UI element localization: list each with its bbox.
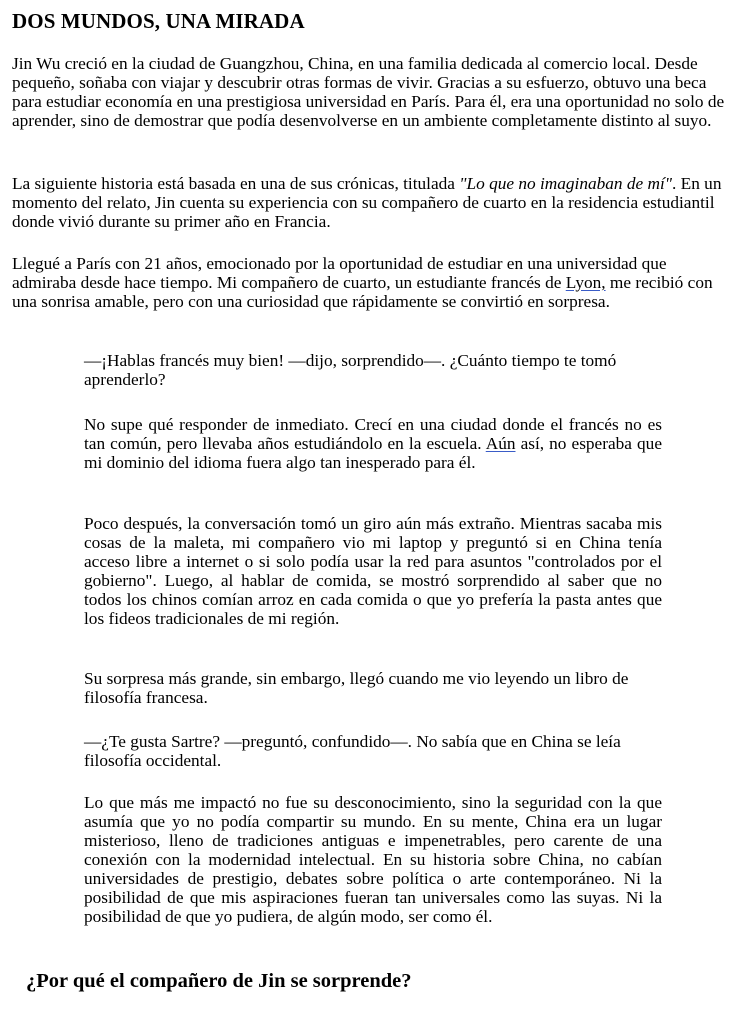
quote-paragraph-6: Lo que más me impactó no fue su desconocimiento, sino la seguridad con la que asumía que yo no podía compartir su mundo. En su mente, China era un lugar misterioso, lleno de tradiciones antiguas e impenetrables, pero carente de una conexión con la modernidad intelectual. En su historia sobre China, no cabían universidades de prestigio, debates sobre política o arte contemporáneo. Ni la posibilidad de que mis aspiraciones fueran tan universales como las suyas. Ni la posibilidad de que yo pudiera, de algún modo, ser como él. xyxy=(84,793,662,926)
intro-3-text-end: me recibió con una sonrisa amable, pero con una curiosidad que rápidamente se convirtió en sorpresa. xyxy=(12,273,713,311)
intro-3-text-start: Llegué a París con 21 años, emocionado por la oportunidad de estudiar en una universidad que admiraba desde hace tiempo. Mi compañero de cuarto, un estudiante francés de xyxy=(12,254,667,292)
page-title: DOS MUNDOS, UNA MIRADA xyxy=(12,9,305,33)
spellcheck-underlined-word: Aún xyxy=(485,434,516,453)
intro-paragraph-1: Jin Wu creció en la ciudad de Guangzhou, China, en una familia dedicada al comercio local. Desde pequeño, soñaba con viajar y descubrir otras formas de vivir. Gracias a su esfuerzo, obtuvo una beca para estudiar economía en una prestigiosa universidad en París. Para él, era una oportunidad no solo de aprender, sino de demostrar que podía desenvolverse en un ambiente completamente distinto al suyo. xyxy=(12,54,725,130)
quote-2-text-end: así, no esperaba que mi dominio del idioma fuera algo tan inesperado para él. xyxy=(84,434,662,472)
quote-paragraph-3: Poco después, la conversación tomó un giro aún más extraño. Mientras sacaba mis cosas de la maleta, mi compañero vio mi laptop y preguntó si en China tenía acceso libre a internet o si solo podía usar la red para asuntos "controlados por el gobierno". Luego, al hablar de comida, se mostró sorprendido al saber que no todos los chinos comían arroz en cada comida o que yo prefería la pasta antes que los fideos tradicionales de mi región. xyxy=(84,514,662,628)
intro-paragraph-3 xyxy=(12,254,734,311)
question-heading: ¿Por qué el compañero de Jin se sorprende? xyxy=(26,970,412,992)
intro-paragraph-2 xyxy=(12,174,734,231)
quote-paragraph-2 xyxy=(84,415,662,472)
quote-paragraph-5: —¿Te gusta Sartre? —preguntó, confundido—. No sabía que en China se leía filosofía occidental. xyxy=(84,732,621,770)
intro-2-text-end: . En un momento del relato, Jin cuenta su experiencia con su compañero de cuarto en la residencia estudiantil donde vivió durante su primer año en Francia. xyxy=(12,174,722,231)
quote-paragraph-1: —¡Hablas francés muy bien! —dijo, sorprendido—. ¿Cuánto tiempo te tomó aprenderlo? xyxy=(84,351,617,389)
quote-2-text-start: No supe qué responder de inmediato. Crecí en una ciudad donde el francés no es tan común, pero llevaba años estudiándolo en la escuela. xyxy=(84,415,662,453)
chronicle-title: "Lo que no imaginaban de mí" xyxy=(459,174,673,193)
intro-2-text-start: La siguiente historia está basada en una de sus crónicas, titulada xyxy=(12,174,460,193)
quote-paragraph-4: Su sorpresa más grande, sin embargo, llegó cuando me vio leyendo un libro de filosofía francesa. xyxy=(84,669,629,707)
spellcheck-underlined-word: Lyon, xyxy=(565,273,606,292)
